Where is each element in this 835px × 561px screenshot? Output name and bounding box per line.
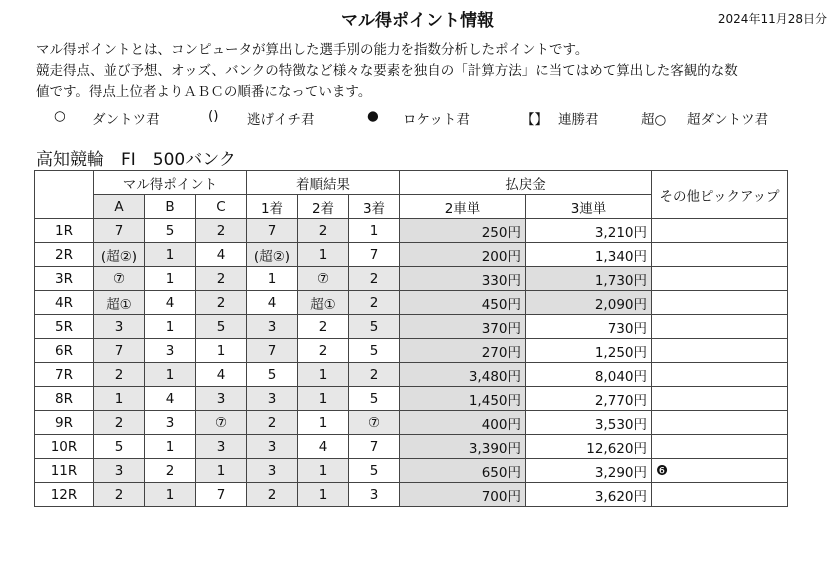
first-place-cell: 3 [247,435,298,459]
legend-mark-super: 超○ [641,112,667,128]
first-place-cell: 4 [247,291,298,315]
other-pickup-cell [652,363,788,387]
point-c-cell: 3 [196,387,247,411]
point-b-cell: 3 [145,411,196,435]
point-c-cell: 1 [196,459,247,483]
other-pickup-cell [652,243,788,267]
description-line: マル得ポイントとは、コンピュータが算出した選手別の能力を指数分析したポイントです。 [36,42,589,58]
point-a-cell: 超① [94,291,145,315]
point-b-cell: 5 [145,219,196,243]
third-place-cell: 7 [349,435,400,459]
second-place-cell: 1 [298,363,349,387]
point-a-cell: 2 [94,411,145,435]
other-pickup-cell [652,291,788,315]
page-title: マル得ポイント情報 [341,11,494,31]
table-row [35,435,788,459]
point-a-cell: 1 [94,387,145,411]
legend-label-rocket: ロケット君 [403,112,470,128]
point-b-cell: 1 [145,243,196,267]
nisha-payout-cell: 400円 [400,411,526,435]
second-place-cell: 1 [298,387,349,411]
second-place-cell: 2 [298,315,349,339]
second-place-cell: 1 [298,459,349,483]
table-row [35,315,788,339]
point-c-cell: 4 [196,243,247,267]
description-line: 競走得点、並び予想、オッズ、バンクの特徴など様々な要素を独自の「計算方法」に当てはめて算出した客観的な数 [36,63,738,79]
description [36,40,826,103]
nisha-payout-cell: 330円 [400,267,526,291]
legend-mark-dot: ● [367,108,379,124]
second-place-cell: 2 [298,339,349,363]
table-row [35,243,788,267]
point-b-cell: 4 [145,291,196,315]
legend-label-dantotsu: ダントツ君 [92,112,160,128]
santan-payout-cell: 1,730円 [526,267,652,291]
second-place-cell: 4 [298,435,349,459]
other-pickup-cell: ❻ [652,459,788,483]
other-pickup-cell [652,219,788,243]
nisha-payout-cell: 650円 [400,459,526,483]
race-cell: 2R [35,243,94,267]
header-results: 着順結果 [247,171,400,195]
nisha-payout-cell: 270円 [400,339,526,363]
first-place-cell: 7 [247,219,298,243]
legend-mark-paren: () [208,108,219,124]
point-b-cell: 1 [145,267,196,291]
other-pickup-cell [652,411,788,435]
race-cell: 8R [35,387,94,411]
third-place-cell: 5 [349,315,400,339]
nisha-payout-cell: 3,480円 [400,363,526,387]
third-place-cell: ⑦ [349,411,400,435]
santan-payout-cell: 1,340円 [526,243,652,267]
other-pickup-cell [652,315,788,339]
other-pickup-cell [652,435,788,459]
table-row [35,459,788,483]
legend-mark-circle: ○ [54,108,66,124]
point-a-cell: 7 [94,219,145,243]
point-c-cell: ⑦ [196,411,247,435]
santan-payout-cell: 730円 [526,315,652,339]
point-b-cell: 1 [145,435,196,459]
point-b-cell: 1 [145,363,196,387]
point-a-cell: 7 [94,339,145,363]
race-cell: 10R [35,435,94,459]
header-other: その他ピックアップ [652,171,788,219]
point-c-cell: 5 [196,315,247,339]
first-place-cell: 3 [247,459,298,483]
santan-payout-cell: 2,090円 [526,291,652,315]
other-pickup-cell [652,483,788,507]
race-cell: 4R [35,291,94,315]
point-a-cell: 2 [94,483,145,507]
first-place-cell: (超②) [247,243,298,267]
table-row [35,267,788,291]
legend-mark-bracket: 【】 [521,112,548,128]
other-pickup-cell [652,267,788,291]
other-pickup-cell [652,387,788,411]
point-a-cell: 3 [94,315,145,339]
second-place-cell: 超① [298,291,349,315]
second-place-cell: 1 [298,243,349,267]
table-row [35,339,788,363]
santan-payout-cell: 3,210円 [526,219,652,243]
third-place-cell: 5 [349,459,400,483]
point-c-cell: 4 [196,363,247,387]
first-place-cell: 2 [247,483,298,507]
first-place-cell: 1 [247,267,298,291]
first-place-cell: 2 [247,411,298,435]
race-cell: 6R [35,339,94,363]
santan-payout-cell: 12,620円 [526,435,652,459]
third-place-cell: 1 [349,219,400,243]
point-b-cell: 1 [145,315,196,339]
header-c: C [196,195,247,219]
point-c-cell: 2 [196,219,247,243]
second-place-cell: ⑦ [298,267,349,291]
santan-payout-cell: 2,770円 [526,387,652,411]
nisha-payout-cell: 450円 [400,291,526,315]
header-nisha: 2車単 [400,195,526,219]
nisha-payout-cell: 370円 [400,315,526,339]
race-cell: 11R [35,459,94,483]
table-row [35,483,788,507]
santan-payout-cell: 3,620円 [526,483,652,507]
second-place-cell: 2 [298,219,349,243]
header-first: 1着 [247,195,298,219]
header-santan: 3連単 [526,195,652,219]
point-b-cell: 2 [145,459,196,483]
point-c-cell: 7 [196,483,247,507]
race-cell: 3R [35,267,94,291]
third-place-cell: 5 [349,339,400,363]
point-a-cell: (超②) [94,243,145,267]
third-place-cell: 5 [349,387,400,411]
race-cell: 12R [35,483,94,507]
second-place-cell: 1 [298,411,349,435]
other-pickup-cell [652,339,788,363]
point-b-cell: 3 [145,339,196,363]
point-c-cell: 1 [196,339,247,363]
first-place-cell: 3 [247,315,298,339]
third-place-cell: 2 [349,363,400,387]
race-cell: 1R [35,219,94,243]
table-row [35,411,788,435]
header-third: 3着 [349,195,400,219]
point-a-cell: 3 [94,459,145,483]
legend [0,108,835,128]
point-c-cell: 2 [196,267,247,291]
venue-title: 高知競輪 FI 500バンク [36,150,236,170]
table-header-row [35,171,788,195]
results-table [34,170,788,507]
header-second: 2着 [298,195,349,219]
table-row [35,363,788,387]
header-points: マル得ポイント [94,171,247,195]
point-b-cell: 1 [145,483,196,507]
header-payout: 払戻金 [400,171,652,195]
header-a: A [94,195,145,219]
third-place-cell: 2 [349,267,400,291]
point-c-cell: 2 [196,291,247,315]
race-cell: 5R [35,315,94,339]
santan-payout-cell: 8,040円 [526,363,652,387]
point-b-cell: 4 [145,387,196,411]
point-a-cell: ⑦ [94,267,145,291]
santan-payout-cell: 1,250円 [526,339,652,363]
nisha-payout-cell: 200円 [400,243,526,267]
nisha-payout-cell: 1,450円 [400,387,526,411]
nisha-payout-cell: 3,390円 [400,435,526,459]
race-cell: 7R [35,363,94,387]
header-race-blank [35,171,94,219]
point-c-cell: 3 [196,435,247,459]
legend-label-super-dantotsu: 超ダントツ君 [687,112,769,128]
table-row [35,291,788,315]
third-place-cell: 3 [349,483,400,507]
santan-payout-cell: 3,290円 [526,459,652,483]
legend-label-nigeichi: 逃げイチ君 [247,112,315,128]
race-cell: 9R [35,411,94,435]
first-place-cell: 3 [247,387,298,411]
santan-payout-cell: 3,530円 [526,411,652,435]
third-place-cell: 7 [349,243,400,267]
report-date: 2024年11月28日分 [717,12,827,26]
table-row [35,219,788,243]
third-place-cell: 2 [349,291,400,315]
nisha-payout-cell: 700円 [400,483,526,507]
nisha-payout-cell: 250円 [400,219,526,243]
description-line: 値です。得点上位者よりＡＢＣの順番になっています。 [36,84,372,100]
second-place-cell: 1 [298,483,349,507]
first-place-cell: 7 [247,339,298,363]
point-a-cell: 2 [94,363,145,387]
table-row [35,387,788,411]
first-place-cell: 5 [247,363,298,387]
point-a-cell: 5 [94,435,145,459]
header-b: B [145,195,196,219]
legend-label-renshou: 連勝君 [558,112,599,128]
